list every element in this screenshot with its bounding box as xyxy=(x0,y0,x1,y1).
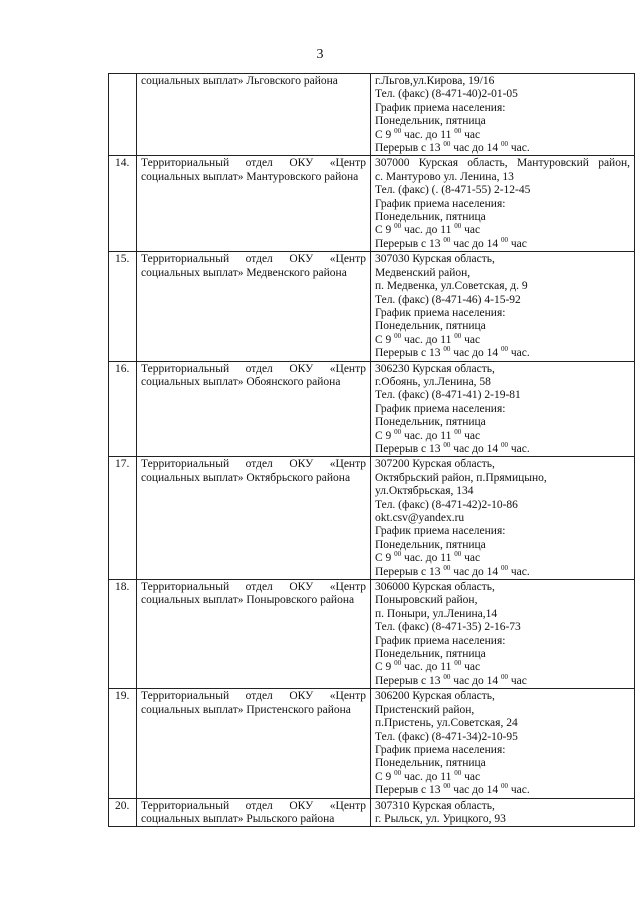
hours-text: час до 14 xyxy=(453,347,499,360)
contact-info xyxy=(371,580,635,689)
contact-line: Понедельник, пятница xyxy=(375,538,486,551)
hours-superscript: 00 xyxy=(443,563,451,572)
contact-line: График приема населения: xyxy=(375,101,506,114)
table-row xyxy=(109,252,635,361)
table-row xyxy=(109,580,635,689)
hours-text: час. до 11 xyxy=(404,128,452,141)
hours-text: Перерыв с 13 xyxy=(375,237,441,250)
contact-line: 307000 Курская область, Мантуровский район, xyxy=(375,157,630,170)
table-row xyxy=(109,457,635,580)
break-hours xyxy=(375,563,630,579)
contact-line: п. Медвенка, ул.Советская, д. 9 xyxy=(375,280,528,293)
contact-line: График приема населения: xyxy=(375,306,506,319)
organization-name: Территориальный отдел ОКУ «Центр социальных выплат» Поныровского района xyxy=(137,580,371,689)
hours-text: час. xyxy=(510,784,530,797)
hours-superscript: 00 xyxy=(443,672,451,681)
hours-superscript: 00 xyxy=(394,331,402,340)
hours-text: С 9 xyxy=(375,661,392,674)
row-number xyxy=(109,74,137,156)
hours-text: Перерыв с 13 xyxy=(375,142,441,155)
hours-text: С 9 xyxy=(375,770,392,783)
hours-superscript: 00 xyxy=(394,427,402,436)
contact-line: с. Мантурово ул. Ленина, 13 xyxy=(375,170,514,183)
row-number: 18. xyxy=(109,580,137,689)
break-hours xyxy=(375,672,630,688)
contact-info xyxy=(371,156,635,252)
contact-line: 306230 Курская область, xyxy=(375,362,495,375)
contact-line: ул.Октябрьская, 134 xyxy=(375,485,474,498)
hours-superscript: 00 xyxy=(501,563,508,572)
contact-line: Тел. (факс) (8-471-46) 4-15-92 xyxy=(375,293,521,306)
contact-line: Тел. (факс) (8-471-41) 2-19-81 xyxy=(375,389,521,402)
contact-line: Тел. (факс) (8-471-40)2-01-05 xyxy=(375,88,518,101)
hours-text: Перерыв с 13 xyxy=(375,565,441,578)
row-number: 20. xyxy=(109,798,137,827)
hours-text: час. до 11 xyxy=(404,552,452,565)
hours-text: Перерыв с 13 xyxy=(375,784,441,797)
contact-line: 307200 Курская область, xyxy=(375,458,495,471)
hours-text: час. xyxy=(510,347,530,360)
hours-superscript: 00 xyxy=(394,659,402,668)
hours-superscript: 00 xyxy=(454,126,462,135)
contact-line: График приема населения: xyxy=(375,634,506,647)
hours-text: час до 14 xyxy=(453,565,499,578)
contacts-table-body xyxy=(109,74,635,827)
contact-line: 307310 Курская область, xyxy=(375,799,495,812)
hours-text: час xyxy=(464,661,481,674)
hours-text: час xyxy=(510,674,527,687)
contact-line: 306000 Курская область, xyxy=(375,581,495,594)
contact-info xyxy=(371,252,635,361)
break-hours xyxy=(375,347,630,360)
hours-text: час до 14 xyxy=(453,442,499,455)
hours-superscript: 00 xyxy=(454,222,462,231)
hours-superscript: 00 xyxy=(394,126,402,135)
hours-superscript: 00 xyxy=(454,550,462,559)
hours-text: час. xyxy=(510,565,530,578)
contact-line: Понедельник, пятница xyxy=(375,115,486,128)
hours-superscript: 00 xyxy=(443,235,451,244)
contacts-table xyxy=(108,73,635,827)
organization-name: социальных выплат» Льговского района xyxy=(137,74,371,156)
contact-line: Тел. (факс) (8-471-42)2-10-86 xyxy=(375,498,518,511)
hours-superscript: 00 xyxy=(501,140,508,149)
contact-info xyxy=(371,74,635,156)
contact-info xyxy=(371,798,635,827)
table-row xyxy=(109,156,635,252)
hours-superscript: 00 xyxy=(501,440,508,449)
contact-line: График приема населения: xyxy=(375,525,506,538)
break-hours xyxy=(375,440,630,456)
hours-text: час xyxy=(464,333,481,346)
contact-line: Понедельник, пятница xyxy=(375,648,486,661)
row-number: 16. xyxy=(109,361,137,457)
contact-line: п.Пристень, ул.Советская, 24 xyxy=(375,717,518,730)
organization-name: Территориальный отдел ОКУ «Центр социальных выплат» Октябрьского района xyxy=(137,457,371,580)
hours-superscript: 00 xyxy=(454,659,462,668)
hours-text: час. до 11 xyxy=(404,770,452,783)
hours-superscript: 00 xyxy=(443,440,451,449)
break-hours xyxy=(375,784,630,797)
hours-text: С 9 xyxy=(375,552,392,565)
contact-line: Октябрьский район, п.Прямицыно, xyxy=(375,471,547,484)
contact-line: Тел. (факс) (. (8-471-55) 2-12-45 xyxy=(375,184,531,197)
contact-info xyxy=(371,361,635,457)
contact-line: Понедельник, пятница xyxy=(375,211,486,224)
table-row xyxy=(109,689,635,798)
contact-line: Пристенский район, xyxy=(375,703,475,716)
hours-text: Перерыв с 13 xyxy=(375,674,441,687)
row-number: 17. xyxy=(109,457,137,580)
organization-name: Территориальный отдел ОКУ «Центр социальных выплат» Обоянского района xyxy=(137,361,371,457)
contact-info xyxy=(371,689,635,798)
break-hours xyxy=(375,235,630,251)
contact-line: График приема населения: xyxy=(375,402,506,415)
organization-name: Территориальный отдел ОКУ «Центр социальных выплат» Пристенского района xyxy=(137,689,371,798)
hours-text: час. xyxy=(510,442,530,455)
page-number: 3 xyxy=(316,47,324,62)
hours-text: час xyxy=(464,429,481,442)
contact-line: Тел. (факс) (8-471-35) 2-16-73 xyxy=(375,621,521,634)
hours-text: час. до 11 xyxy=(404,224,452,237)
contact-line: Медвенский район, xyxy=(375,266,471,279)
hours-superscript: 00 xyxy=(501,345,508,354)
hours-text: час. xyxy=(510,142,530,155)
contact-line: Поныровский район, xyxy=(375,594,478,607)
organization-name: Территориальный отдел ОКУ «Центр социальных выплат» Рыльского района xyxy=(137,798,371,827)
contact-line: График приема населения: xyxy=(375,197,506,210)
row-number: 19. xyxy=(109,689,137,798)
contact-line: г.Обоянь, ул.Ленина, 58 xyxy=(375,375,491,388)
hours-text: Перерыв с 13 xyxy=(375,442,441,455)
contact-line: График приема населения: xyxy=(375,743,506,756)
row-number: 14. xyxy=(109,156,137,252)
contact-line: 306200 Курская область, xyxy=(375,690,495,703)
contact-line: Тел. (факс) (8-471-34)2-10-95 xyxy=(375,730,518,743)
hours-text: час xyxy=(464,770,481,783)
hours-superscript: 00 xyxy=(454,768,462,777)
hours-text: час xyxy=(510,237,527,250)
organization-name: Территориальный отдел ОКУ «Центр социальных выплат» Медвенского района xyxy=(137,252,371,361)
contact-line: 307030 Курская область, xyxy=(375,253,495,266)
hours-text: час xyxy=(464,552,481,565)
hours-text: час до 14 xyxy=(453,142,499,155)
contact-info xyxy=(371,457,635,580)
hours-superscript: 00 xyxy=(443,782,451,791)
hours-superscript: 00 xyxy=(501,782,508,791)
table-row xyxy=(109,798,635,827)
hours-superscript: 00 xyxy=(394,550,402,559)
contact-line: Понедельник, пятница xyxy=(375,416,486,429)
hours-superscript: 00 xyxy=(501,235,508,244)
hours-text: час до 14 xyxy=(453,674,499,687)
hours-text: час xyxy=(464,128,481,141)
hours-text: С 9 xyxy=(375,128,392,141)
hours-superscript: 00 xyxy=(394,768,402,777)
table-row xyxy=(109,74,635,156)
hours-superscript: 00 xyxy=(394,222,402,231)
contact-line: г.Льгов,ул.Кирова, 19/16 xyxy=(375,75,495,87)
hours-text: С 9 xyxy=(375,224,392,237)
table-row xyxy=(109,361,635,457)
hours-text: час. до 11 xyxy=(404,333,452,346)
hours-superscript: 00 xyxy=(501,672,508,681)
hours-text: Перерыв с 13 xyxy=(375,347,441,360)
hours-superscript: 00 xyxy=(443,140,451,149)
hours-superscript: 00 xyxy=(454,427,462,436)
hours-text: час до 14 xyxy=(453,237,499,250)
contact-line: okt.csv@yandex.ru xyxy=(375,512,465,524)
organization-name: Территориальный отдел ОКУ «Центр социальных выплат» Мантуровского района xyxy=(137,156,371,252)
hours-superscript: 00 xyxy=(454,331,462,340)
contact-line: п. Поныри, ул.Ленина,14 xyxy=(375,607,498,620)
hours-text: С 9 xyxy=(375,333,392,346)
contact-line: г. Рыльск, ул. Урицкого, 93 xyxy=(375,812,506,825)
row-number: 15. xyxy=(109,252,137,361)
hours-text: час. до 11 xyxy=(404,661,452,674)
hours-text: С 9 xyxy=(375,429,392,442)
hours-text: час до 14 xyxy=(453,784,499,797)
contact-line: Понедельник, пятница xyxy=(375,757,486,770)
hours-text: час xyxy=(464,224,481,237)
break-hours xyxy=(375,142,630,155)
contact-line: Понедельник, пятница xyxy=(375,320,486,333)
hours-superscript: 00 xyxy=(443,345,451,354)
hours-text: час. до 11 xyxy=(404,429,452,442)
